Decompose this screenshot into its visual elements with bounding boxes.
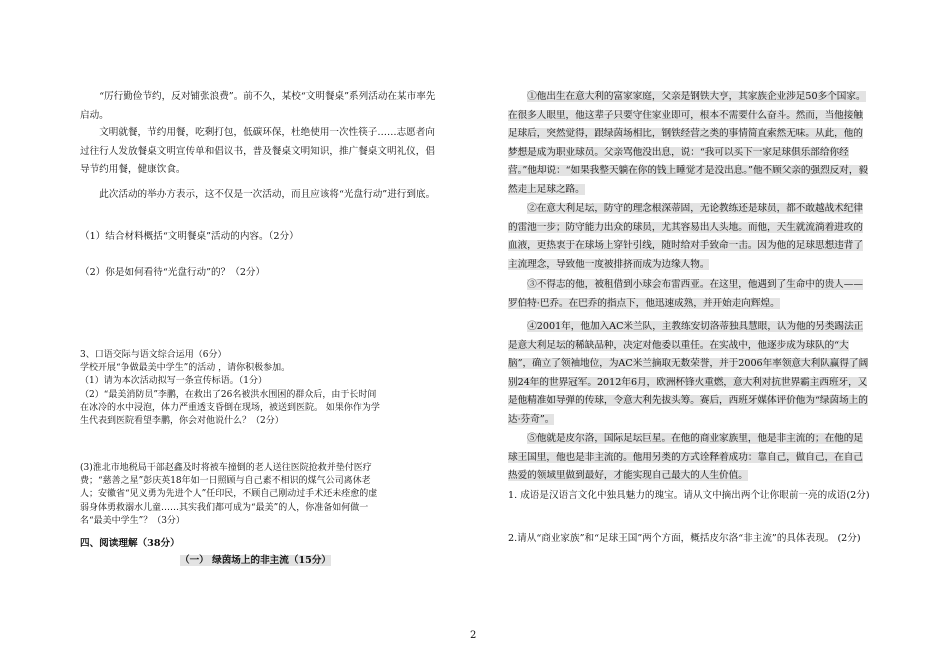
passage-title-text: （一） 绿茵场上的非主流（15分） — [180, 555, 332, 566]
section-4-title: 四、阅读理解（38分） — [80, 538, 180, 549]
passage-paragraph-5 — [508, 430, 872, 486]
intro-paragraph-3: 此次活动的举办方表示，这不仅是一次活动，而且应该将“光盘行动”进行到底。 — [99, 189, 436, 200]
passage-paragraph-3-text: ③不得志的他，被租借到小球会布雷西亚。在这里，他遇到了生命中的贵人——罗伯特·巴乔。在巴乔的指点下，他迅速成熟，并开始走向辉煌。 — [508, 279, 863, 309]
page-number: 2 — [470, 630, 477, 641]
passage-question-1: 1. 成语是汉语言文化中独具魅力的瑰宝。请从文中摘出两个让你眼前一亮的成语(2分) — [508, 490, 870, 501]
passage-paragraph-4 — [508, 318, 872, 430]
passage-paragraph-4-text: ④2001年，他加入AC米兰队，主教练安切洛蒂独具慧眼，认为他的另类踢法正是意大利足坛的稀缺品种，决定对他委以重任。在实战中，他逐步成为球队的“大脑”，确立了领袖地位，为AC米兰摘取无数荣誉，并于2006年率领意大利队赢得了阔别24年的世界冠军。2012年6月，欧洲杯锋火重燃，意大利对抗世界霸主西班牙，又是他精准如导弹的传球，令意大利先拔头筹。赛后，西班牙媒体评价他为“绿茵场上的达·芬奇”。 — [508, 321, 869, 425]
passage-title — [180, 552, 440, 571]
section-3-title: 3、口语交际与语文综合运用（6分） — [80, 350, 227, 360]
passage-paragraph-3 — [508, 276, 872, 313]
section-3-question-1: （1）请为本次活动拟写一条宣传标语。（1分） — [80, 376, 267, 386]
passage-question-2: 2.请从“商业家族”和“足球王国”两个方面，概括皮尔洛“非主流”的具体表现。 (2分) — [508, 533, 861, 544]
intro-paragraph-1: “厉行勤俭节约，反对铺张浪费”。前不久，某校“文明餐桌”系列活动在某市率先启动。 — [80, 91, 436, 121]
passage-paragraph-2-text: ②在意大利足坛，防守的理念根深蒂固，无论教练还是球员，都不敢越战术纪律的雷池一步；防守能力出众的球员，尤其容易出人头地。而他，天生就流淌着进攻的血液，更热衷于在球场上穿针引线，随时给对手致命一击。因为他的足球思想违背了主流理念，导致他一度被排挤而成为边缘人物。 — [508, 203, 863, 270]
question-2: （2）你是如何看待“光盘行动”的？（2分） — [80, 267, 266, 278]
passage-paragraph-1 — [508, 88, 872, 200]
section-3-intro: 学校开展“争做最美中学生”的活动 ，请你积极参加。 — [80, 363, 291, 373]
passage-paragraph-2 — [508, 200, 872, 274]
passage-paragraph-1-text: ①他出生在意大利的富家家庭，父亲是钢铁大亨，其家族企业涉足50多个国家。在很多人眼里，他这辈子只要守住家业即可，根本不需要什么奋斗。然而，当他接触足球后，突然觉得，跟绿茵场相比，钢铁经营之类的事情简直索然无味。从此，他的梦想是成为职业球员。父亲骂他没出息，说：“我可以买下一家足球俱乐部给你经营。”他却说：“如果我整天躺在你的钱上睡觉才是没出息。”他不顾父亲的强烈反对，毅然走上足球之路。 — [508, 91, 869, 195]
section-3-question-3: (3)淮北市地税局干部赵鑫及时将被车撞倒的老人送往医院抢救并垫付医疗费；“慈善之星”彭庆英18年如一日照顾与自己素不相识的煤气公司离休老人；安徽省“见义勇为先进个人”任印民，不顾自己刚动过手术还未痊愈的虚弱身体勇救溺水儿童……其实我们都可成为“最美”的人，你准备如何做一名“最美中学生”？（3分） — [80, 463, 378, 526]
section-3-question-2: （2）“最美消防员”李鹏，在救出了26名被洪水围困的群众后，由于长时间在冰冷的水中浸泡，体力严重透支昏倒在现场，被送到医院。 如果你作为学生代表到医院看望李鹏，你会对他说什么？（2分） — [80, 390, 380, 427]
passage-paragraph-5-text: ⑤他就是皮尔洛，国际足坛巨星。在他的商业家族里，他是非主流的；在他的足球王国里，他也是非主流的。他用另类的方式诠释着成功：靠自己，做自己，在自己热爱的领域里做到最好，才能实现自己最大的人生价值。 — [508, 433, 863, 482]
intro-paragraph-2: 文明就餐，节约用餐，吃剩打包，低碳环保，杜绝使用一次性筷子……志愿者向过往行人发放餐桌文明宣传单和倡议书，普及餐桌文明知识，推广餐桌文明礼仪，倡导节约用餐，健康饮食。 — [80, 127, 435, 176]
question-1: （1）结合材料概括“文明餐桌”活动的内容。（2分） — [80, 231, 299, 242]
